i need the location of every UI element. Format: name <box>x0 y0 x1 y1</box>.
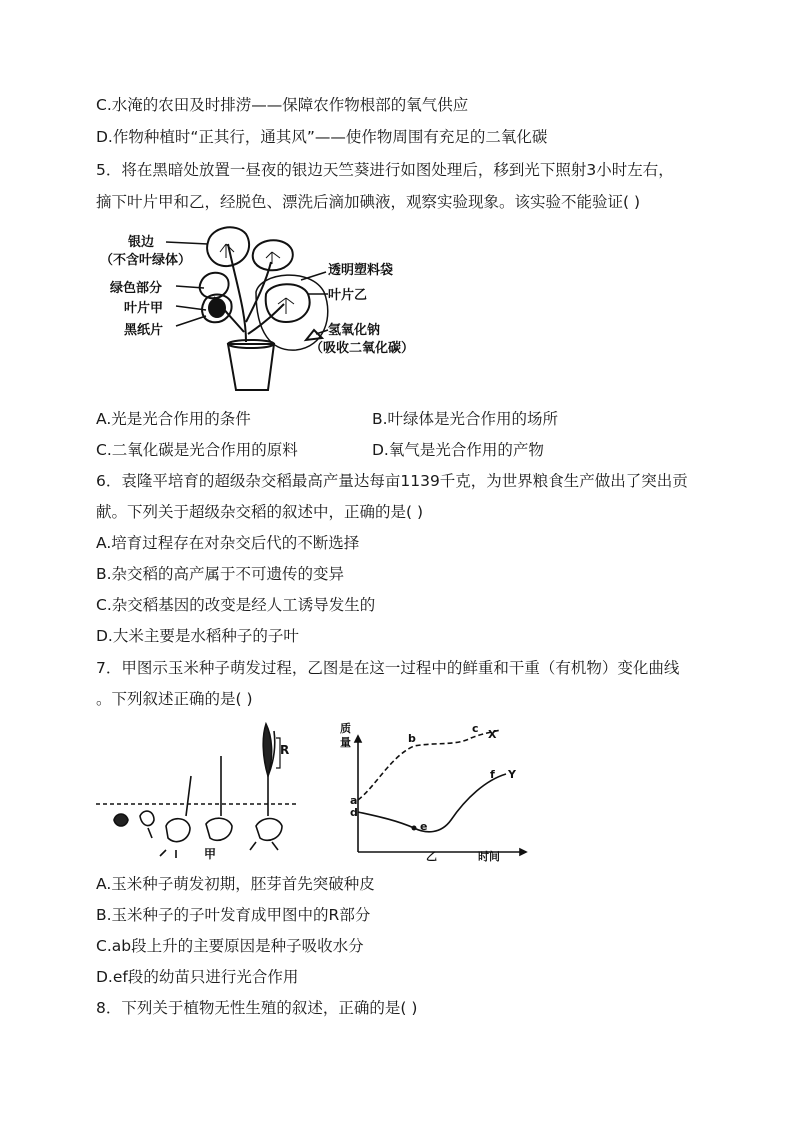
question-5-stem: 5．将在黑暗处放置一昼夜的银边天竺葵进行如图处理后，移到光下照射3小时左右， <box>96 161 674 179</box>
label-transparent-bag: 透明塑料袋 <box>328 263 394 278</box>
option-d: D.氧气是光合作用的产物 <box>372 441 544 459</box>
option-b: B.玉米种子的子叶发育成甲图中的R部分 <box>96 906 371 924</box>
label-naoh: 氢氧化钠 <box>328 323 381 338</box>
label-green-part: 绿色部分 <box>110 281 163 296</box>
option-a: A.玉米种子萌发初期，胚芽首先突破种皮 <box>96 875 375 893</box>
option-d: D.ef段的幼苗只进行光合作用 <box>96 968 299 986</box>
option-line: D.作物种植时“正其行，通其风”——使作物周围有充足的二氧化碳 <box>96 128 548 146</box>
option-b: B.叶绿体是光合作用的场所 <box>372 410 559 428</box>
question-8-stem: 8．下列关于植物无性生殖的叙述，正确的是( ) <box>96 999 418 1017</box>
label-black-paper: 黑纸片 <box>124 323 164 338</box>
question-7-stem: 7．甲图示玉米种子萌发过程，乙图是在这一过程中的鲜重和干重（有机物）变化曲线 <box>96 659 680 677</box>
point-b: b <box>408 732 416 745</box>
curve-y-label: Y <box>508 768 516 781</box>
label-R: R <box>280 743 290 757</box>
option-d: D.大米主要是水稻种子的子叶 <box>96 627 299 645</box>
point-e: e <box>420 820 428 833</box>
point-d: d <box>350 806 358 819</box>
question-5-stem: 摘下叶片甲和乙，经脱色、漂洗后滴加碘液，观察实验现象。该实验不能验证( ) <box>96 193 641 211</box>
option-b: B.杂交稻的高产属于不可遗传的变异 <box>96 565 345 583</box>
label-leaf-yi: 叶片乙 <box>328 288 368 303</box>
question-6-stem: 献。下列关于超级杂交稻的叙述中，正确的是( ) <box>96 503 424 521</box>
label-no-chloroplast: （不含叶绿体） <box>100 253 192 268</box>
question-7-stem: 。下列叙述正确的是( ) <box>96 690 253 708</box>
label-silver-edge: 银边 <box>128 235 155 250</box>
question-6-stem: 6．袁隆平培育的超级杂交稻最高产量达每亩1139千克，为世界粮食生产做出了突出贡 <box>96 472 688 490</box>
curve-x-label: X <box>488 728 497 741</box>
option-c: C.ab段上升的主要原因是种子吸收水分 <box>96 937 364 955</box>
y-axis-label: 质 <box>340 722 351 735</box>
option-line: C.水淹的农田及时排涝——保障农作物根部的氧气供应 <box>96 96 469 114</box>
corn-germination-figure <box>96 716 532 862</box>
point-c: c <box>472 722 479 735</box>
label-leaf-jia: 叶片甲 <box>124 301 164 316</box>
x-axis-label: 时间 <box>478 850 500 862</box>
label-absorb-co2: （吸收二氧化碳） <box>310 341 415 356</box>
y-axis-label: 量 <box>340 736 351 749</box>
label-yi: 乙 <box>426 850 437 862</box>
option-c: C.杂交稻基因的改变是经人工诱导发生的 <box>96 596 376 614</box>
geranium-experiment-figure <box>96 222 426 397</box>
point-f: f <box>490 768 495 781</box>
label-jia: 甲 <box>204 847 217 861</box>
option-c: C.二氧化碳是光合作用的原料 <box>96 441 298 459</box>
option-a: A.光是光合作用的条件 <box>96 410 251 428</box>
point-a: a <box>350 794 358 807</box>
option-a: A.培育过程存在对杂交后代的不断选择 <box>96 534 360 552</box>
